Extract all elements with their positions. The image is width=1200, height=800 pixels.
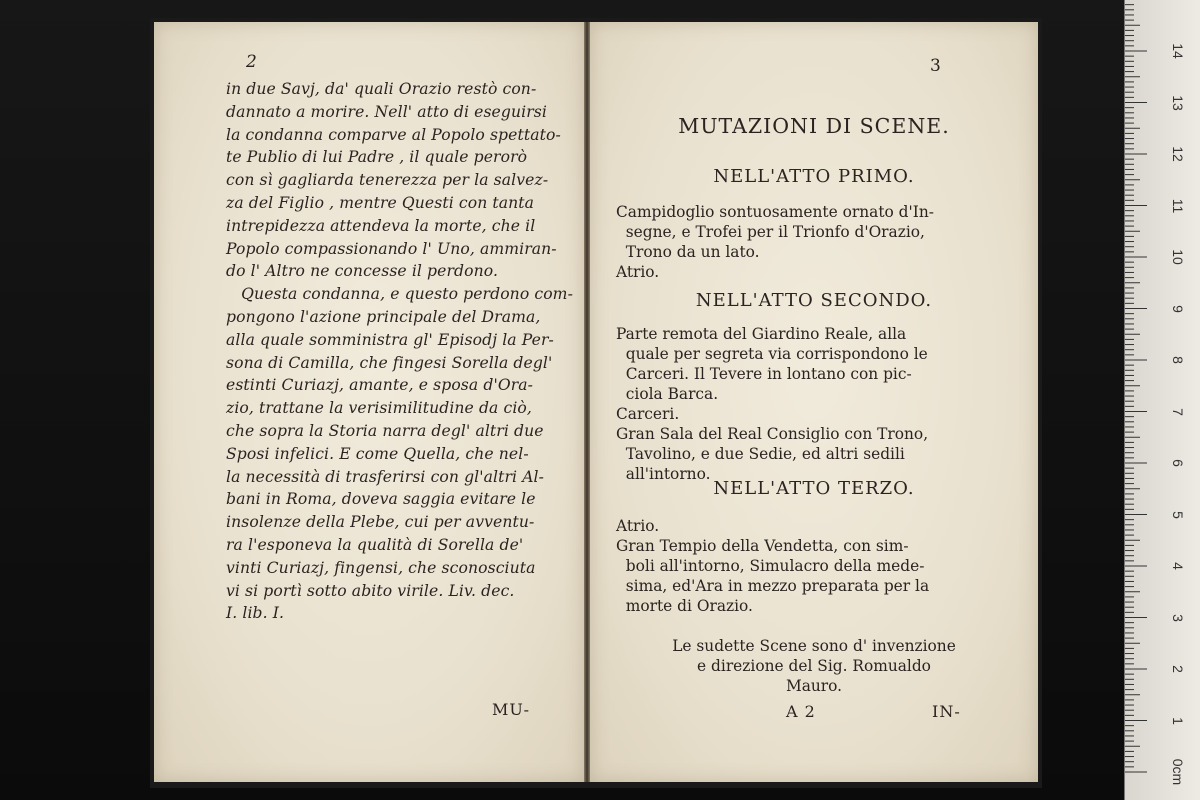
act-three-scenes: Atrio. Gran Tempio della Vendetta, con sim- boli all'intorno, Simulacro della mede- sima, ed'Ara in mezzo preparata per la morte di Orazio. xyxy=(616,517,930,615)
right-catchword: IN- xyxy=(932,702,961,721)
text-line: dannato a morire. Nell' atto di eseguirsi xyxy=(226,102,547,121)
text-line: insolenze della Plebe, cui per avventu- xyxy=(226,513,535,532)
ruler-number: 4 xyxy=(1170,562,1186,570)
open-book xyxy=(150,18,1042,788)
text-line: Questa condanna, e questo perdono com- xyxy=(226,285,573,304)
text-line: la necessità di trasferirsi con gl'altri Al- xyxy=(226,467,545,486)
text-line: la condanna comparve al Popolo spettato- xyxy=(226,125,561,144)
text-line: che sopra la Storia narra degl' altri due xyxy=(226,421,544,440)
ruler-number: 5 xyxy=(1170,510,1186,519)
left-page-number: 2 xyxy=(246,52,257,72)
text-line: alla quale somministra gl' Episodj la Per- xyxy=(226,330,554,349)
act-two-scenes: Parte remota del Giardino Reale, alla quale per segreta via corrispondono le Carceri. Il Tevere in lontano con pic- ciola Barca. Carceri. Gran Sala del Real Consiglio con Trono, Tavolino, e due Sedie, ed altri sedili all'intorno. xyxy=(616,325,929,483)
ruler-number: 11 xyxy=(1170,198,1186,213)
text-line: con sì gagliarda tenerezza per la salvez- xyxy=(226,171,549,190)
text-line: do l' Altro ne concesse il perdono. xyxy=(226,262,498,281)
scene-changes-title: MUTAZIONI DI SCENE. xyxy=(678,114,950,138)
text-line: I. lib. I. xyxy=(226,604,285,623)
text-line: estinti Curiazj, amante, e sposa d'Ora- xyxy=(226,376,534,395)
text-line: zio, trattane la verisimilitudine da ciò, xyxy=(226,399,532,418)
text-line: Popolo compassionando l' Uno, ammiran- xyxy=(226,239,557,258)
credits-note: Le sudette Scene sono d' invenzione e direzione del Sig. Romualdo Mauro. xyxy=(672,637,956,695)
ruler-number: 12 xyxy=(1170,146,1186,162)
measuring-ruler xyxy=(1124,0,1200,800)
ruler-number: 9 xyxy=(1170,304,1186,313)
ruler-number: 7 xyxy=(1170,407,1186,416)
right-page xyxy=(590,22,1038,782)
left-page-body xyxy=(226,78,573,625)
text-line: bani in Roma, doveva saggia evitare le xyxy=(226,490,536,509)
act-three-heading: NELL'ATTO TERZO. xyxy=(713,478,915,499)
ruler-number: 8 xyxy=(1170,356,1186,364)
text-line: intrepidezza attendeva la morte, che il xyxy=(226,216,536,235)
ruler-number: 1 xyxy=(1170,716,1186,725)
text-line: pongono l'azione principale del Drama, xyxy=(226,307,541,326)
ruler-number: 3 xyxy=(1170,613,1186,622)
act-one-heading: NELL'ATTO PRIMO. xyxy=(713,166,915,187)
signature-mark: A 2 xyxy=(786,702,816,721)
ruler-number: 10 xyxy=(1170,249,1186,265)
ruler-number: 6 xyxy=(1170,459,1186,467)
text-line: Sposi infelici. E come Quella, che nel- xyxy=(226,444,529,463)
ruler-unit-label: 0cm xyxy=(1170,758,1186,786)
text-line: ra l'esponeva la qualità di Sorella de' xyxy=(226,535,524,554)
act-one-scenes: Campidoglio sontuosamente ornato d'In- segne, e Trofei per il Trionfo d'Orazio, Trono da un lato. Atrio. xyxy=(616,203,934,281)
text-line: vinti Curiazj, fingensi, che sconosciuta xyxy=(226,558,536,577)
left-page xyxy=(154,22,586,782)
text-line: te Publio di lui Padre , il quale perorò xyxy=(226,148,528,167)
text-line: in due Savj, da' quali Orazio restò con- xyxy=(226,80,537,98)
right-page-number: 3 xyxy=(930,56,941,76)
ruler-number: 13 xyxy=(1170,94,1186,111)
text-line: za del Figlio , mentre Questi con tanta xyxy=(226,193,535,212)
text-line: vi si portì sotto abito virile. Liv. dec. xyxy=(226,581,515,600)
ruler-ticks xyxy=(1125,0,1200,800)
ruler-number: 2 xyxy=(1170,665,1186,673)
ruler-number: 14 xyxy=(1170,43,1186,59)
act-two-heading: NELL'ATTO SECONDO. xyxy=(695,290,933,311)
left-catchword: MU- xyxy=(492,700,530,719)
text-line: sona di Camilla, che fingesi Sorella degl' xyxy=(226,353,553,372)
